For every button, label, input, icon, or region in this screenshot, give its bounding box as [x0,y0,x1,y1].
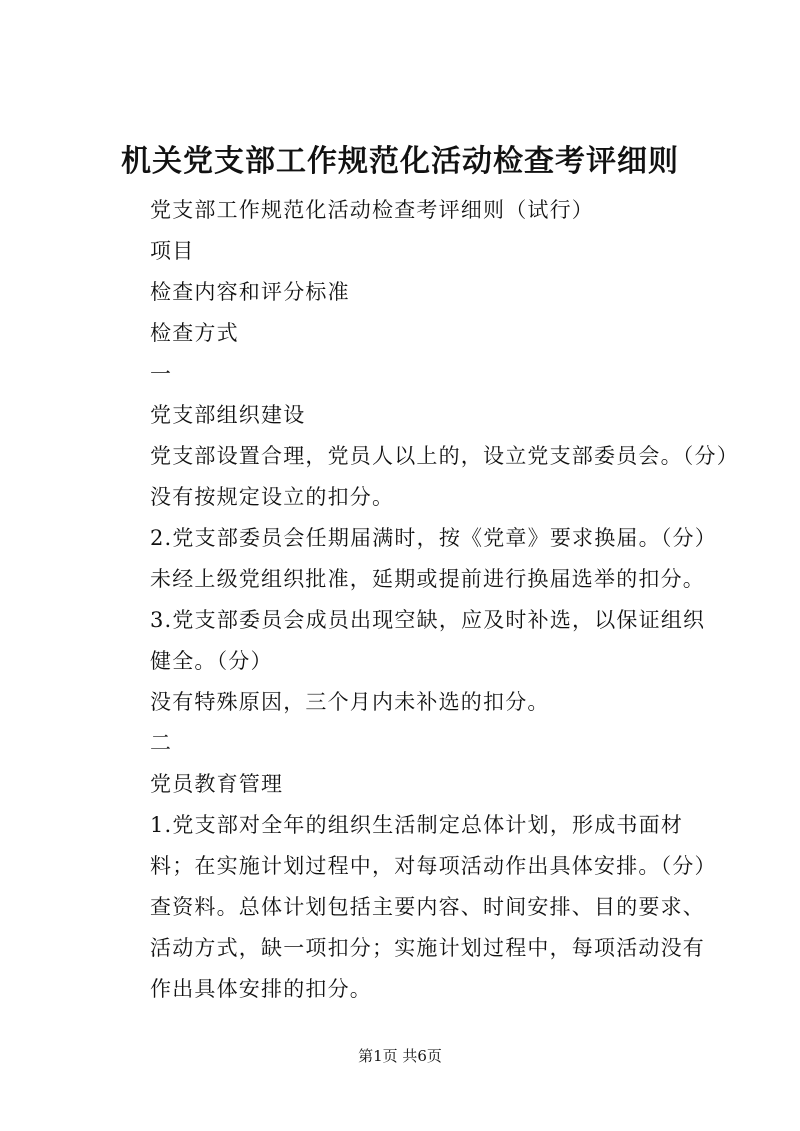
section-heading-education: 党员教育管理 [150,772,284,796]
paragraph-subtitle: 党支部工作规范化活动检查考评细则（试行） [150,198,594,222]
paragraph-term-election: 2.党支部委员会任期届满时，按《党章》要求换届。（分） [150,526,717,550]
paragraph-vacancy: 3.党支部委员会成员出现空缺，应及时补选，以保证组织健全。（分） [150,608,706,673]
document-title: 机关党支部工作规范化活动检查考评细则 [121,144,679,179]
paragraph-branch-setup: 党支部设置合理，党员人以上的，设立党支部委员会。（分） [150,444,739,468]
section-heading-organization: 党支部组织建设 [150,403,306,427]
paragraph-deduction-setup: 没有按规定设立的扣分。 [150,485,395,509]
paragraph-deduction-election: 未经上级党组织批准，延期或提前进行换届选举的扣分。 [150,567,705,591]
paragraph-check-method: 检查方式 [150,321,239,345]
section-number-one: 一 [150,362,173,386]
paragraph-content-standard: 检查内容和评分标准 [150,280,350,304]
paragraph-check-materials: 查资料。总体计划包括主要内容、时间安排、目的要求、活动方式，缺一项扣分；实施计划过程中，每项活动没有作出具体安排的扣分。 [150,895,705,1001]
paragraph-item: 项目 [150,239,195,263]
document-body [108,190,739,1010]
page-footer: 第1页 共6页 [358,1047,442,1065]
paragraph-annual-plan: 1.党支部对全年的组织生活制定总体计划，形成书面材料；在实施计划过程中，对每项活动作出具体安排。（分） [150,813,717,878]
section-number-two: 二 [150,731,173,755]
paragraph-deduction-vacancy: 没有特殊原因，三个月内未补选的扣分。 [150,690,550,714]
